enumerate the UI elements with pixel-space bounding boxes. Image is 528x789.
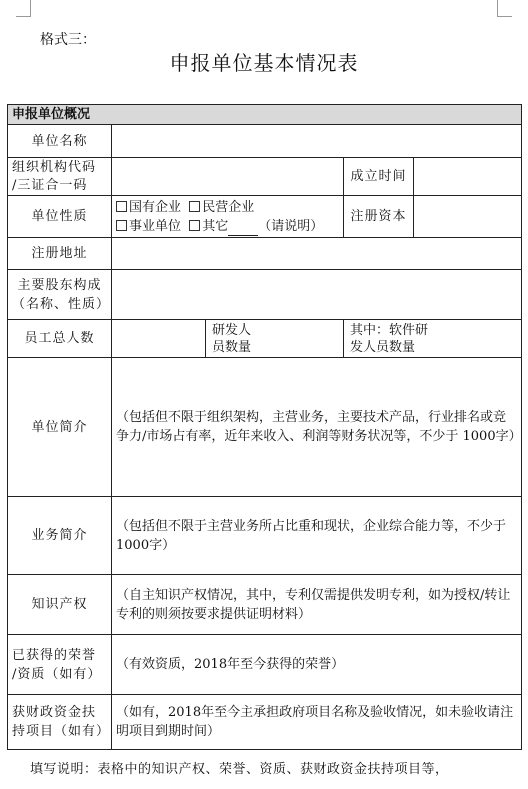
address-field[interactable] — [112, 238, 522, 270]
org-code-label — [8, 158, 112, 196]
business-row — [8, 497, 522, 575]
rd-staff-label-line1: 研发人 — [212, 322, 252, 338]
funding-row — [8, 695, 522, 750]
business-field[interactable]: （包括但不限于主营业务所占比重和现状，企业综合能力等，不少于 1000字） — [112, 497, 522, 575]
honors-label — [8, 635, 112, 695]
option-public-institution[interactable]: 事业单位 — [116, 219, 181, 234]
nature-options — [112, 196, 344, 238]
org-code-field[interactable] — [112, 158, 344, 196]
unit-name-field[interactable] — [112, 125, 522, 158]
shareholders-label — [8, 270, 112, 320]
established-label: 成立时间 — [344, 158, 414, 196]
fill-instructions: 填写说明：表格中的知识产权、荣誉、资质、获财政资金扶持项目等， — [30, 762, 449, 777]
employees-label: 员工总人数 — [8, 320, 112, 358]
crop-mark-top-left — [16, 0, 31, 17]
address-row — [8, 238, 522, 270]
ip-row — [8, 575, 522, 635]
staff-row — [8, 320, 522, 358]
profile-row — [8, 358, 522, 497]
format-label: 格式三： — [40, 32, 96, 48]
option-private[interactable]: 民营企业 — [189, 200, 254, 215]
page-title: 申报单位基本情况表 — [169, 51, 359, 75]
section-row — [8, 105, 522, 125]
honors-row — [8, 635, 522, 695]
crop-mark-top-right — [497, 0, 512, 17]
unit-name-row — [8, 125, 522, 158]
business-label: 业务简介 — [8, 497, 112, 575]
address-label: 注册地址 — [8, 238, 112, 270]
checkbox-icon[interactable] — [116, 220, 127, 231]
registered-capital-label: 注册资本 — [344, 196, 414, 238]
unit-name-label: 单位名称 — [8, 125, 112, 158]
profile-field[interactable]: （包括但不限于组织架构，主营业务，主要技术产品，行业排名或竞争力/市场占有率，近年来收入、利润等财务状况等，不少于 1000字） — [112, 358, 522, 497]
software-rd-label-line2: 发人员数量 — [350, 339, 416, 355]
funding-field[interactable]: （如有，2018年至今主承担政府项目名称及验收情况，如未验收请注明项目到期时间） — [112, 695, 522, 750]
software-rd-label-line1: 其中：软件研 — [350, 322, 429, 338]
rd-staff-label — [206, 320, 344, 358]
other-blank-line[interactable] — [228, 223, 258, 236]
checkbox-icon[interactable] — [189, 201, 200, 212]
ip-label: 知识产权 — [8, 575, 112, 635]
org-code-label-line2: /三证合一码 — [12, 177, 88, 193]
profile-label: 单位简介 — [8, 358, 112, 497]
org-code-row — [8, 158, 522, 196]
shareholders-label-line1: 主要股东构成 — [17, 277, 102, 293]
option-state-owned[interactable]: 国有企业 — [116, 200, 181, 215]
checkbox-icon[interactable] — [189, 220, 200, 231]
shareholders-row — [8, 270, 522, 320]
rd-staff-label-line2: 员数量 — [212, 339, 252, 355]
option-other[interactable]: 其它 （请说明） — [189, 219, 323, 234]
ip-field[interactable]: （自主知识产权情况，其中，专利仅需提供发明专利，如为授权/转让专利的则须按要求提供证明材料） — [112, 575, 522, 635]
software-rd-label — [344, 320, 522, 358]
funding-label-line2: 持项目（如有） — [12, 724, 111, 739]
nature-label: 单位性质 — [8, 196, 112, 238]
employees-field[interactable] — [112, 320, 206, 358]
org-code-label-line1: 组织机构代码 — [12, 159, 97, 175]
funding-label-line1: 获财政资金扶 — [12, 705, 97, 720]
established-field[interactable] — [414, 158, 522, 196]
funding-label — [8, 695, 112, 750]
checkbox-icon[interactable] — [116, 201, 127, 212]
honors-field[interactable]: （有效资质，2018年至今获得的荣誉） — [112, 635, 522, 695]
shareholders-field[interactable] — [112, 270, 522, 320]
section-title: 申报单位概况 — [8, 105, 522, 125]
honors-label-line2: /资质（如有） — [12, 666, 102, 682]
shareholders-label-line2: （名称、性质） — [12, 296, 111, 312]
nature-row — [8, 196, 522, 238]
honors-label-line1: 已获得的荣誉 — [12, 647, 97, 663]
application-form-table — [7, 104, 522, 750]
registered-capital-field[interactable] — [414, 196, 522, 238]
